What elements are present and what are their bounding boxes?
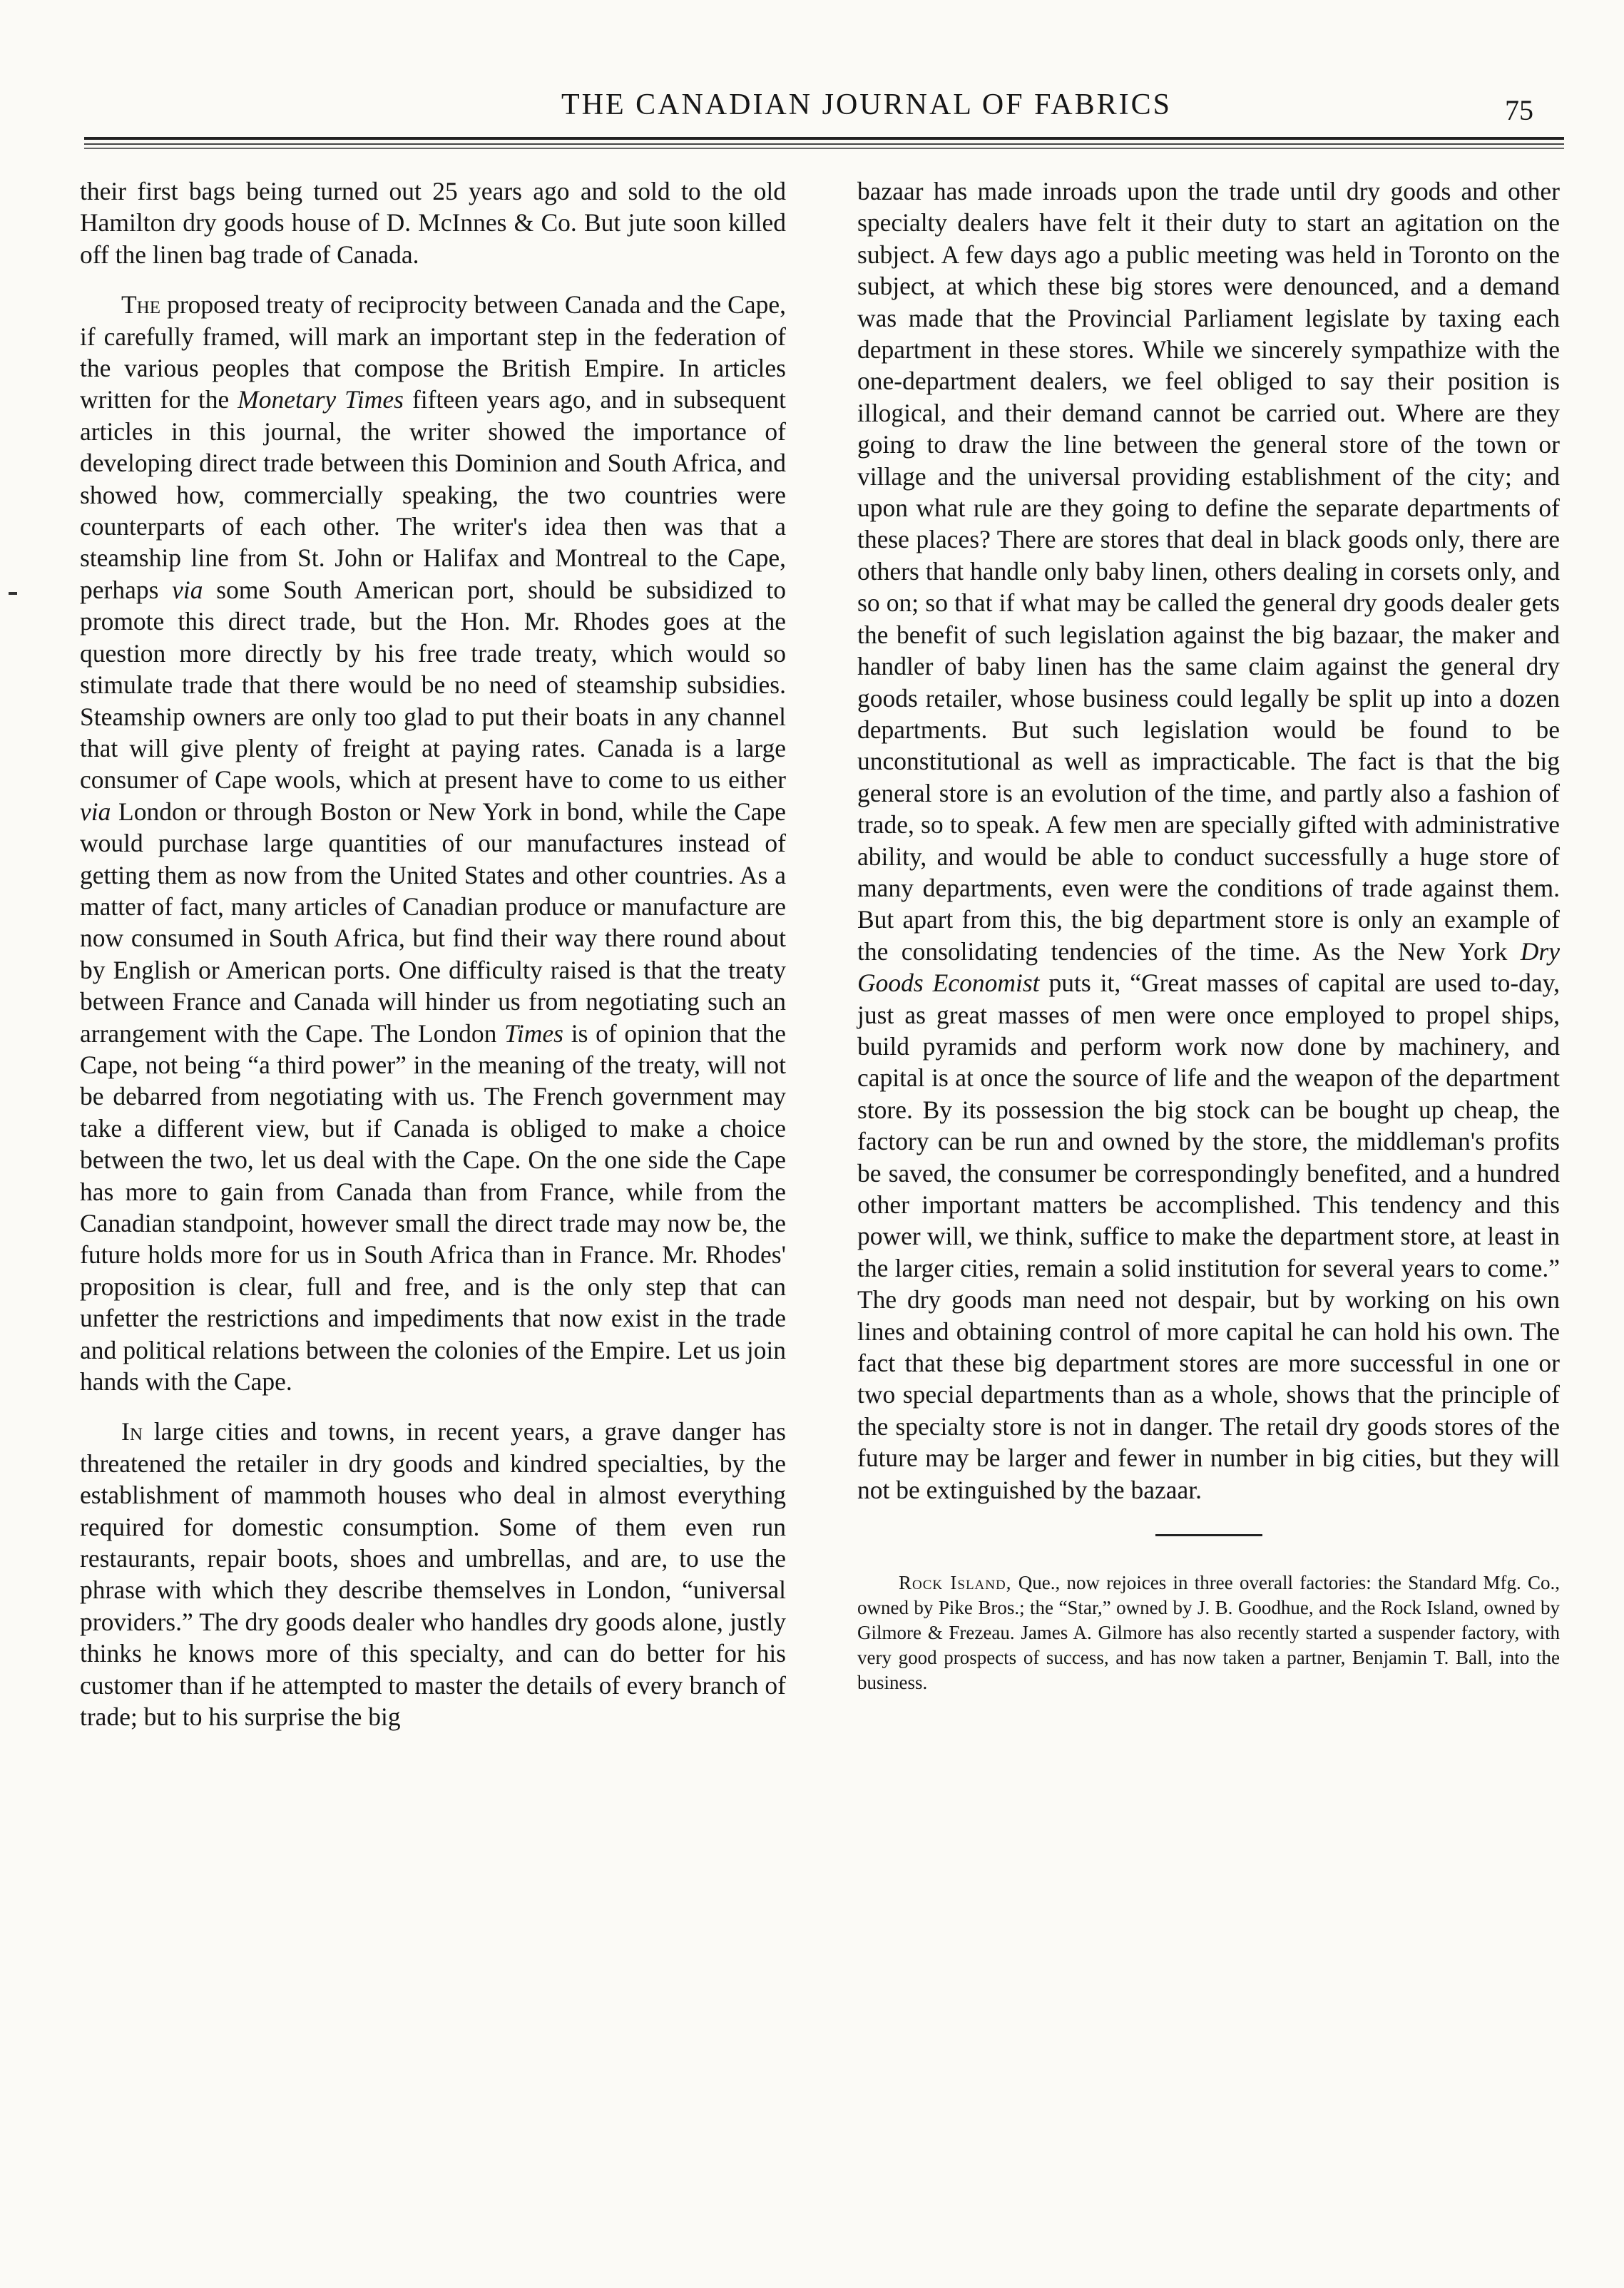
- margin-mark: [9, 592, 17, 595]
- header-rule-thick: [84, 137, 1564, 140]
- section-divider: [1155, 1534, 1262, 1536]
- paragraph-lead: In: [121, 1417, 143, 1446]
- publication-title: Monetary Times: [238, 385, 404, 414]
- left-column: [80, 175, 786, 1733]
- publication-title: Times: [504, 1018, 563, 1048]
- publication-title: Dry Goods Economist: [857, 936, 1560, 998]
- department-store-paragraph-continued: bazaar has made inroads upon the trade until dry goods and other specialty dealers have felt it their duty to start an agitation on the subject. A few days ago a public meeting was held in Toronto on the subject, at which these big stores were denounced, and a demand was made that the Provincial Parliament legislate by taxing each department in these stores. While we sincerely sympathize with the one-department dealers, we feel obliged to say their position is illogical, and their demand cannot be carried out. Where are they going to draw the line between the general store of the town or village and the universal providing establishment of the city; and upon what rule are they going to define the separate departments of these places? There are stores that deal in black goods only, there are others that handle only baby linen, others dealing in corsets only, and so on; so that if what may be called the general dry goods dealer gets the benefit of such legislation against the big bazaar, the maker and handler of baby linen has the same claim against the general dry goods retailer, whose business could legally be split up into a dozen departments. But such legislation would be found to be unconstitutional as well as impracticable. The fact is that the big general store is an evolution of the time, and partly also a fashion of trade, so to speak. A few men are specially gifted with administrative ability, and would be able to conduct successfully a huge store of many departments, even were the conditions of trade against them. But apart from this, the big department store is only an example of the consolidating tendencies of the time. As the New York Dry Goods Economist puts it, “Great masses of capital are used to-day, just as great masses of men were once employed to propel ships, build pyramids and perform work now done by machinery, and capital is at once the source of life and the weapon of the department store. By its possession the big stock can be bought up cheap, the factory can be run and owned by the store, the middleman's profits be saved, the consumer be correspondingly benefited, and a hundred other important matters be accomplished. This tendency and this power will, we think, suffice to make the department store, at least in the larger cities, remain a solid institution for several years to come.” The dry goods man need not despair, but by working on his own lines and obtaining control of more capital he can hold his own. The fact that these big department stores are more successful in one or two special departments than as a whole, shows that the principle of the specialty store is not in danger. The retail dry goods stores of the future may be larger and fewer in number in big cities, but they will not be extinguished by the bazaar.: [857, 177, 1561, 1504]
- right-column: [857, 175, 1560, 1695]
- header-rule-thin: [84, 143, 1564, 145]
- header-rule-thin-lower: [84, 148, 1564, 149]
- note-lead: Rock Island,: [899, 1572, 1012, 1594]
- department-store-paragraph: In large cities and towns, in recent years, a grave danger has threatened the retailer in dry goods and kindred specialties, by the establishment of mammoth houses who deal in almost everything required for domestic consumption. Some of them even run restaurants, repair boots, shoes and umbrellas, and are, to use the phrase with which they describe themselves in London, “universal providers.” The dry goods dealer who handles dry goods alone, justly thinks he knows more of this specialty, and can do better for his customer than if he attempted to master the details of every branch of trade; but to his surprise the big: [80, 1417, 786, 1732]
- journal-title: THE CANADIAN JOURNAL OF FABRICS: [561, 88, 1173, 121]
- rock-island-news-note: Rock Island, Que., now rejoices in three overall factories: the Standard Mfg. Co., owned by Pike Bros.; the “Star,” owned by J. B. Goodhue, and the Rock Island, owned by Gilmore & Frezeau. James A. Gilmore has also recently started a suspender factory, with very good prospects of success, and has now taken a partner, Benjamin T. Ball, into the business.: [857, 1572, 1561, 1694]
- page-number: 75: [1505, 94, 1533, 126]
- paragraph-lead: The: [121, 290, 161, 320]
- cape-reciprocity-paragraph: The proposed treaty of reciprocity between Canada and the Cape, if carefully framed, will mark an important step in the federation of the various peoples that compose the British Empire. In articles written for the Monetary Times fifteen years ago, and in subsequent articles in this journal, the writer showed the importance of developing direct trade between this Dominion and South Africa, and showed how, commercially speaking, the two countries were counterparts of each other. The writer's idea then was that a steamship line from St. John or Halifax and Montreal to the Cape, perhaps via some South American port, should be subsidized to promote this direct trade, but the Hon. Mr. Rhodes goes at the question more directly by his free trade treaty, which would so stimulate trade that there would be no need of steamship subsidies. Steamship owners are only too glad to put their boats in any channel that will give plenty of freight at paying rates. Canada is a large consumer of Cape wools, which at present have to come to us either via London or through Boston or New York in bond, while the Cape would purchase large quantities of our manufactures instead of getting them as now from the United States and other countries. As a matter of fact, many articles of Canadian produce or manufacture are now consumed in South Africa, but find their way there round about by English or American ports. One difficulty raised is that the treaty between France and Canada will hinder us from negotiating such an arrangement with the Cape. The London Times is of opinion that the Cape, not being “a third power” in the meaning of the treaty, will not be debarred from negotiating with us. The French government may take a different view, but if Canada is obliged to make a choice between the two, let us deal with the Cape. On the one side the Cape has more to gain from Canada than from France, while from the Canadian standpoint, however small the direct trade may now be, the future holds more for us in South Africa than in France. Mr. Rhodes' proposition is clear, full and free, and is the only step that can unfetter the restrictions and impediments that now exist in the trade and political relations between the colonies of the Empire. Let us join hands with the Cape.: [80, 290, 787, 1396]
- jute-paragraph-end: their first bags being turned out 25 years ago and sold to the old Hamilton dry goods house of D. McInnes & Co. But jute soon killed off the linen bag trade of Canada.: [80, 177, 786, 269]
- page-header: [71, 87, 1576, 130]
